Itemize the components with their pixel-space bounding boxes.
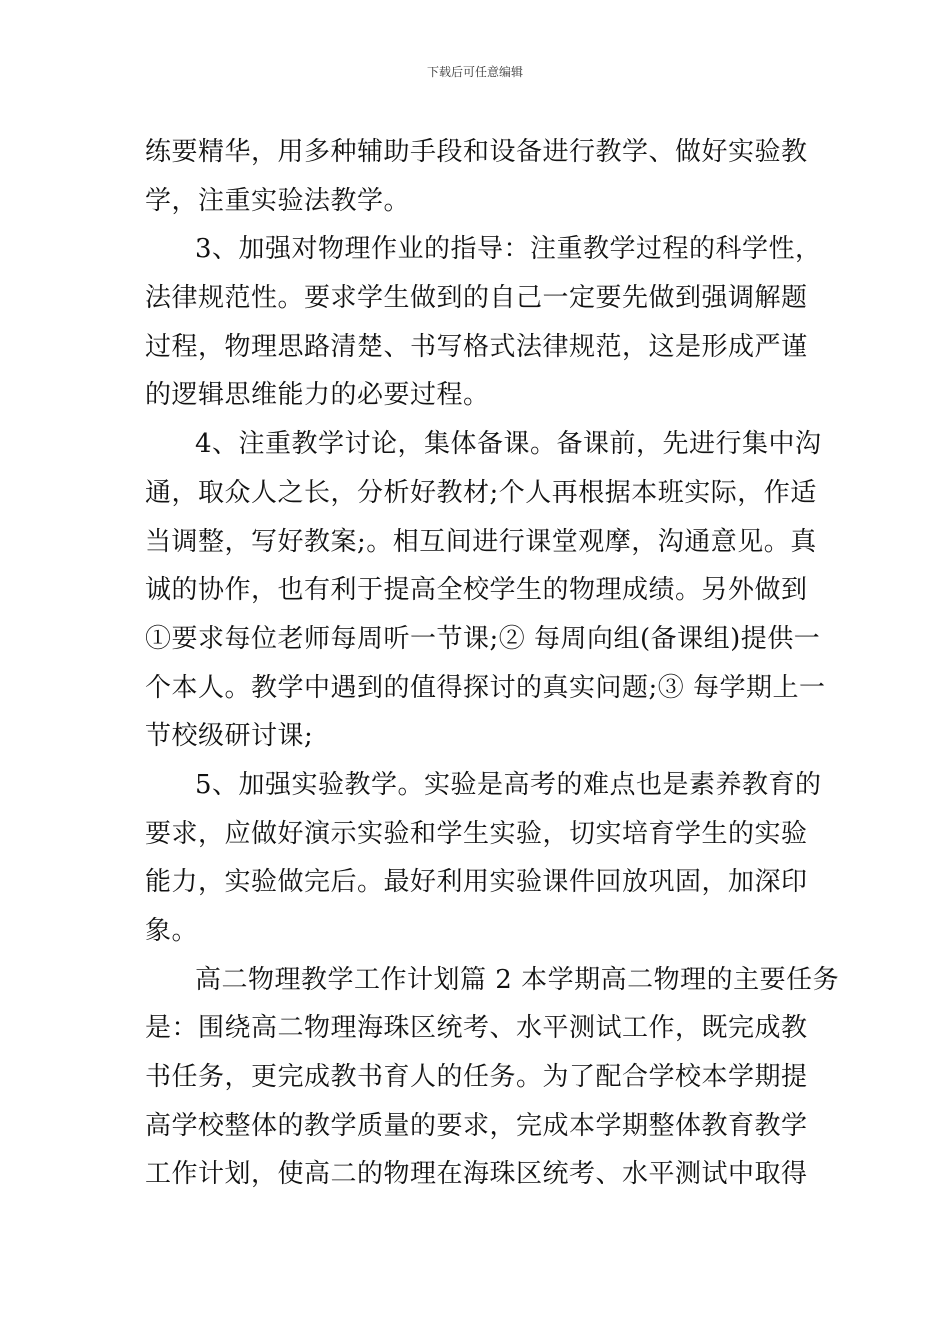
text-line: 是：围绕高二物理海珠区统考、水平测试工作，既完成教 [145, 1013, 808, 1044]
text-line: 工作计划，使高二的物理在海珠区统考、水平测试中取得 [145, 1159, 808, 1190]
text-line: 要求，应做好演示实验和学生实验，切实培育学生的实验 [145, 818, 808, 849]
text-line: 4、注重教学讨论，集体备课。备课前，先进行集中沟 [195, 429, 822, 460]
text-line: 5、加强实验教学。实验是高考的难点也是素养教育的 [195, 769, 822, 800]
text-line: 象。 [145, 916, 199, 946]
text-line: 练要精华，用多种辅助手段和设备进行教学、做好实验教 [145, 137, 808, 167]
text-line: 诚的协作，也有利于提高全校学生的物理成绩。另外做到 [145, 575, 808, 606]
text-line: ①要求每位老师每周听一节课;② 每周向组(备课组)提供一 [145, 623, 821, 654]
text-line: 学，注重实验法教学。 [145, 185, 411, 216]
text-line: 个本人。教学中遇到的值得探讨的真实问题;③ 每学期上一 [145, 672, 826, 703]
text-line: 当调整，写好教案;。相互间进行课堂观摩，沟通意见。真 [145, 526, 817, 557]
document-body [145, 128, 840, 1199]
page-header: 下载后可任意编辑 [426, 65, 523, 79]
text-line: 高学校整体的教学质量的要求，完成本学期整体教育教学 [145, 1110, 808, 1141]
text-line: 通，取众人之长，分析好教材;个人再根据本班实际，作适 [145, 477, 817, 508]
text-line: 过程，物理思路清楚、书写格式法律规范，这是形成严谨 [145, 331, 808, 362]
text-line: 节校级研讨课; [145, 721, 314, 752]
text-line: 高二物理教学工作计划篇 2 本学期高二物理的主要任务 [195, 964, 840, 995]
text-line: 3、加强对物理作业的指导：注重教学过程的科学性， [195, 234, 822, 265]
text-line: 的逻辑思维能力的必要过程。 [145, 380, 490, 411]
text-line: 书任务，更完成教书育人的任务。为了配合学校本学期提 [145, 1062, 808, 1093]
text-line: 法律规范性。要求学生做到的自己一定要先做到强调解题 [145, 283, 808, 314]
text-line: 能力，实验做完后。最好利用实验课件回放巩固，加深印 [145, 867, 808, 898]
